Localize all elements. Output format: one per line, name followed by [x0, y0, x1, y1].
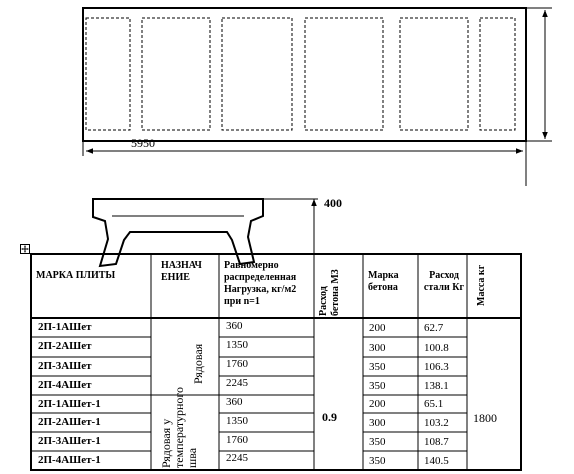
row-load: 360: [226, 320, 243, 332]
row-grade: 300: [369, 417, 386, 429]
row-steel: 140.5: [424, 455, 449, 467]
group-purpose-temperature-joint: Рядовая у температурного шва: [159, 386, 199, 468]
row-grade: 350: [369, 436, 386, 448]
row-mark: 2П-3АШет-1: [38, 435, 101, 447]
row-mark: 2П-2АШет-1: [38, 416, 101, 428]
row-load: 2245: [226, 377, 248, 389]
row-mark: 2П-4АШет-1: [38, 454, 101, 466]
slab-plan-view: [83, 8, 526, 141]
group-purpose-regular: Рядовая: [191, 343, 205, 384]
header-mark: МАРКА ПЛИТЫ: [36, 270, 116, 281]
mass-value: 1800: [473, 411, 497, 425]
row-grade: 300: [369, 342, 386, 354]
row-load: 1760: [226, 358, 248, 370]
header-concrete-use: Расход бетона М3: [318, 269, 341, 316]
header-concrete-grade: Марка бетона: [368, 270, 399, 293]
plan-height-dimension: [526, 8, 552, 141]
row-mark: 2П-4АШет: [38, 379, 92, 391]
concrete-use-value: 0.9: [322, 410, 337, 424]
row-load: 1760: [226, 434, 248, 446]
row-grade: 200: [369, 322, 386, 334]
row-load: 1350: [226, 339, 248, 351]
row-load: 2245: [226, 452, 248, 464]
row-load: 1350: [226, 415, 248, 427]
length-dimension-label: 5950: [131, 136, 155, 150]
header-mass: Масса кг: [476, 264, 487, 306]
row-mark: 2П-2АШет: [38, 340, 92, 352]
row-steel: 100.8: [424, 342, 449, 354]
row-grade: 200: [369, 398, 386, 410]
row-grade: 350: [369, 361, 386, 373]
row-grade: 350: [369, 380, 386, 392]
header-load: Равномерно распределенная Нагрузка, кг/м2 при n=1: [224, 260, 297, 307]
row-steel: 103.2: [424, 417, 449, 429]
row-steel: 62.7: [424, 322, 444, 334]
row-mark: 2П-1АШет: [38, 321, 92, 333]
row-load: 360: [226, 396, 243, 408]
row-mark: 2П-1АШет-1: [38, 398, 101, 410]
header-purpose: НАЗНАЧ ЕНИЕ: [161, 260, 202, 283]
row-steel: 106.3: [424, 361, 449, 373]
row-steel: 138.1: [424, 380, 449, 392]
row-grade: 350: [369, 455, 386, 467]
height-dimension-label: 400: [324, 196, 342, 210]
header-steel-use: Расход стали Кг: [423, 270, 465, 293]
row-steel: 108.7: [424, 436, 449, 448]
move-handle-icon[interactable]: [20, 244, 30, 254]
row-steel: 65.1: [424, 398, 444, 410]
row-mark: 2П-3АШет: [38, 360, 92, 372]
